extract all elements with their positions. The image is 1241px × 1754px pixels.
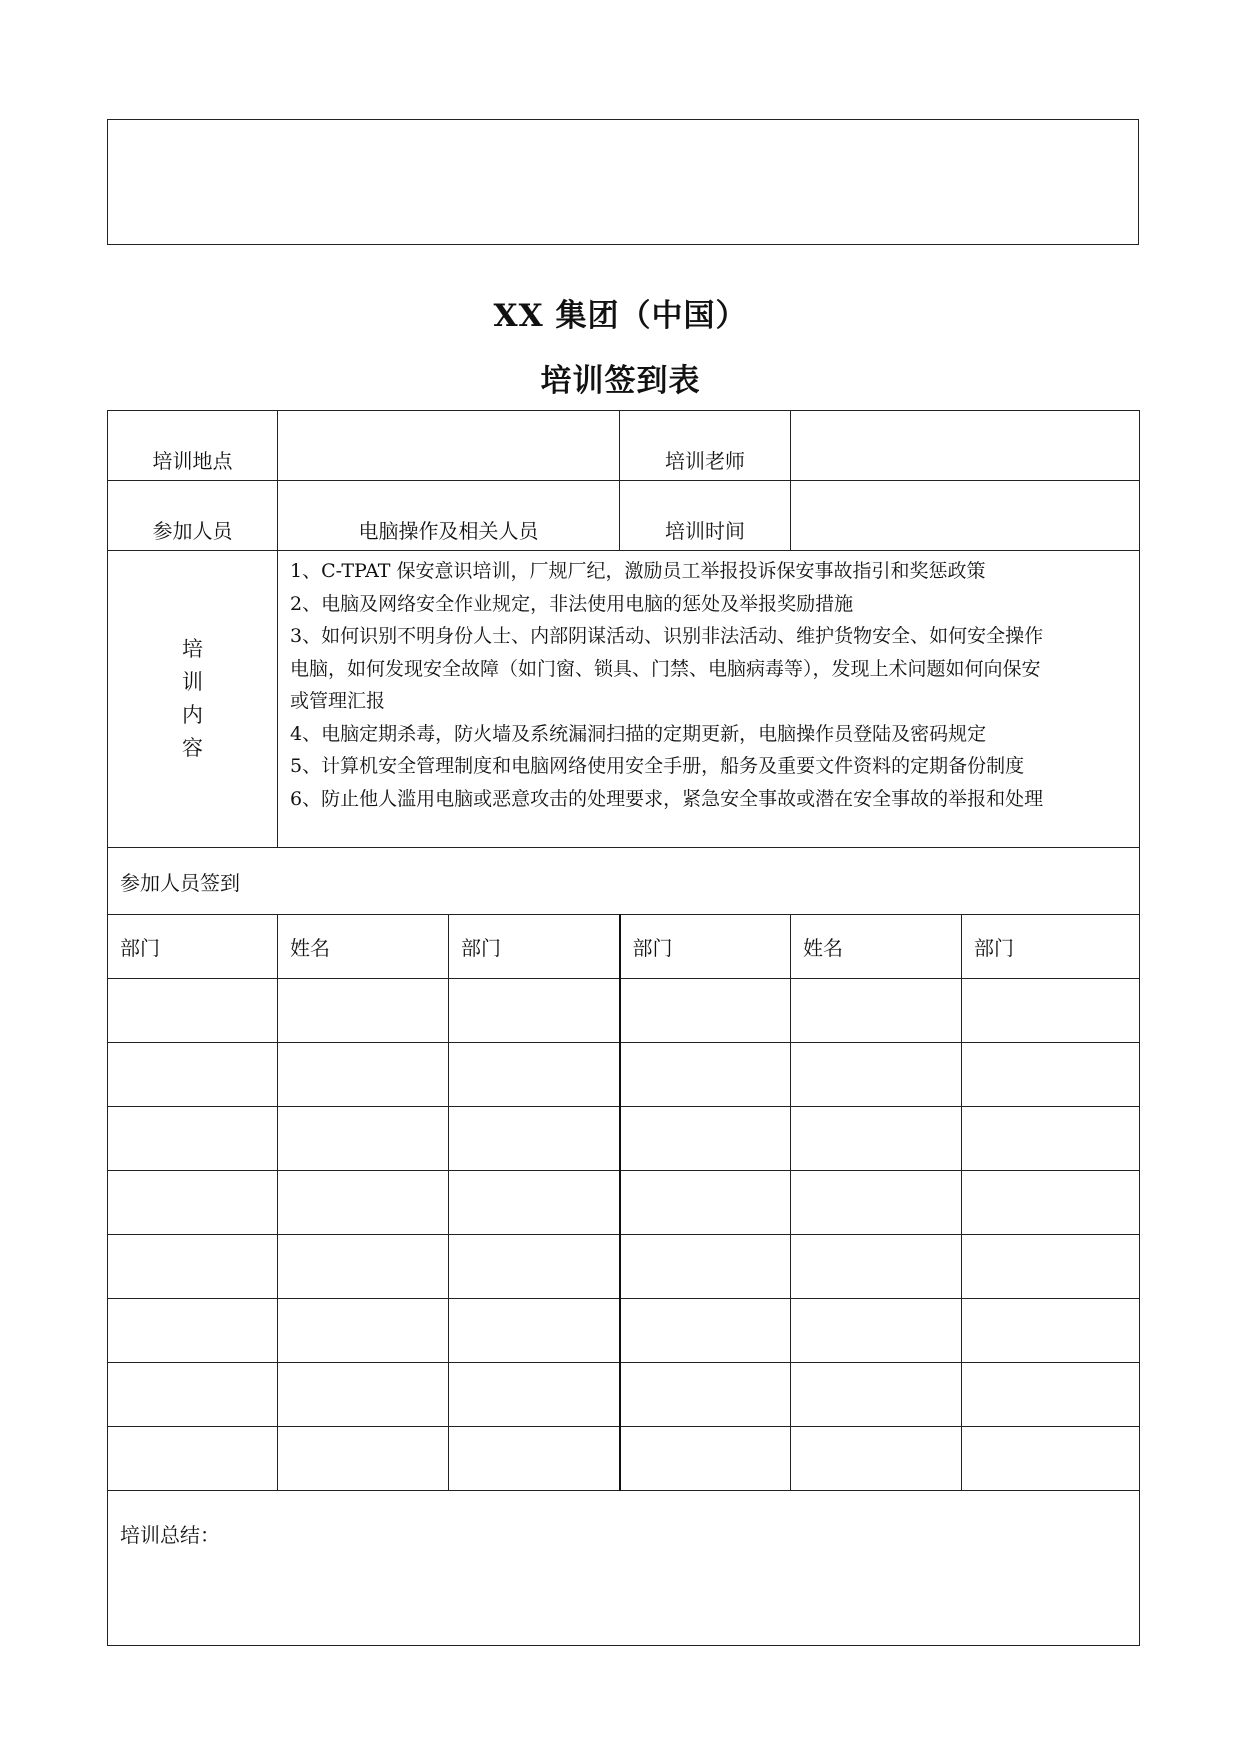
signin-cell[interactable] xyxy=(449,1171,620,1235)
signin-cell[interactable] xyxy=(962,1363,1140,1427)
content-list xyxy=(278,551,1140,848)
teacher-field[interactable] xyxy=(791,411,1140,481)
content-item: 或管理汇报 xyxy=(290,690,386,712)
signin-row xyxy=(108,1427,1140,1491)
content-item: 1、C-TPAT 保安意识培训，厂规厂纪，激励员工举报投诉保安事故指引和奖惩政策 xyxy=(290,560,986,582)
signin-cell[interactable] xyxy=(278,1235,449,1299)
content-label-char: 训 xyxy=(182,670,203,694)
signin-cell[interactable] xyxy=(791,1107,962,1171)
column-header: 部门 xyxy=(962,915,1140,979)
location-field[interactable] xyxy=(278,411,620,481)
signin-cell[interactable] xyxy=(620,1299,791,1363)
signin-cell[interactable] xyxy=(449,1043,620,1107)
signin-row xyxy=(108,1107,1140,1171)
signin-cell[interactable] xyxy=(278,979,449,1043)
signin-cell[interactable] xyxy=(962,1299,1140,1363)
signin-cell[interactable] xyxy=(278,1171,449,1235)
content-item: 4、电脑定期杀毒，防火墙及系统漏洞扫描的定期更新，电脑操作员登陆及密码规定 xyxy=(290,722,987,745)
signin-cell[interactable] xyxy=(620,1427,791,1491)
signin-cell[interactable] xyxy=(108,1235,278,1299)
signin-cell[interactable] xyxy=(791,979,962,1043)
signin-cell[interactable] xyxy=(791,1235,962,1299)
signin-cell[interactable] xyxy=(449,1363,620,1427)
column-header: 姓名 xyxy=(791,915,962,979)
time-label: 培训时间 xyxy=(620,481,791,551)
signin-row xyxy=(108,1299,1140,1363)
signin-row xyxy=(108,979,1140,1043)
signin-cell[interactable] xyxy=(108,1363,278,1427)
signin-cell[interactable] xyxy=(108,1299,278,1363)
column-header: 姓名 xyxy=(278,915,449,979)
signin-cell[interactable] xyxy=(962,979,1140,1043)
signin-cell[interactable] xyxy=(278,1043,449,1107)
signin-cell[interactable] xyxy=(620,979,791,1043)
signin-cell[interactable] xyxy=(108,979,278,1043)
teacher-label: 培训老师 xyxy=(620,411,791,481)
signin-cell[interactable] xyxy=(108,1043,278,1107)
signin-cell[interactable] xyxy=(791,1427,962,1491)
form-title: 培训签到表 xyxy=(540,363,701,399)
signin-cell[interactable] xyxy=(278,1363,449,1427)
signin-cell[interactable] xyxy=(449,1427,620,1491)
signin-cell[interactable] xyxy=(278,1299,449,1363)
signin-cell[interactable] xyxy=(620,1043,791,1107)
signin-cell[interactable] xyxy=(791,1363,962,1427)
company-name: XX 集团（中国） xyxy=(493,298,748,334)
signin-cell[interactable] xyxy=(449,1299,620,1363)
summary-label: 培训总结： xyxy=(120,1523,220,1547)
signin-cell[interactable] xyxy=(449,979,620,1043)
signin-cell[interactable] xyxy=(791,1043,962,1107)
signin-row xyxy=(108,1235,1140,1299)
training-summary-field[interactable] xyxy=(108,1491,1140,1646)
participants-field[interactable]: 电脑操作及相关人员 xyxy=(278,481,620,551)
signin-cell[interactable] xyxy=(620,1171,791,1235)
content-item: 5、计算机安全管理制度和电脑网络使用安全手册，船务及重要文件资料的定期备份制度 xyxy=(290,755,1025,777)
signin-cell[interactable] xyxy=(791,1171,962,1235)
time-field[interactable] xyxy=(791,481,1140,551)
signin-row xyxy=(108,1363,1140,1427)
column-header: 部门 xyxy=(108,915,278,979)
signin-cell[interactable] xyxy=(962,1043,1140,1107)
content-label-char: 培 xyxy=(182,637,203,661)
signin-cell[interactable] xyxy=(108,1107,278,1171)
signin-cell[interactable] xyxy=(278,1427,449,1491)
signin-column-headers xyxy=(108,915,1140,979)
content-item: 3、如何识别不明身份人士、内部阴谋活动、识别非法活动、维护货物安全、如何安全操作 xyxy=(290,625,1044,647)
content-label-char: 容 xyxy=(182,736,203,760)
signin-cell[interactable] xyxy=(962,1107,1140,1171)
participants-label: 参加人员 xyxy=(108,481,278,551)
signin-cell[interactable] xyxy=(108,1171,278,1235)
signin-cell[interactable] xyxy=(791,1299,962,1363)
signin-cell[interactable] xyxy=(620,1235,791,1299)
signin-cell[interactable] xyxy=(620,1363,791,1427)
signin-cell[interactable] xyxy=(962,1171,1140,1235)
content-label xyxy=(108,551,278,848)
signin-cell[interactable] xyxy=(278,1107,449,1171)
signin-cell[interactable] xyxy=(108,1427,278,1491)
signin-row xyxy=(108,1171,1140,1235)
column-header: 部门 xyxy=(620,915,791,979)
content-item: 6、防止他人滥用电脑或恶意攻击的处理要求，紧急安全事故或潜在安全事故的举报和处理 xyxy=(290,787,1044,810)
location-label: 培训地点 xyxy=(108,411,278,481)
signin-cell[interactable] xyxy=(449,1107,620,1171)
content-label-char: 内 xyxy=(182,703,203,727)
signin-cell[interactable] xyxy=(962,1235,1140,1299)
column-header: 部门 xyxy=(449,915,620,979)
content-item: 2、电脑及网络安全作业规定，非法使用电脑的惩处及举报奖励措施 xyxy=(290,592,854,615)
header-blank-box xyxy=(107,119,1139,245)
signin-cell[interactable] xyxy=(449,1235,620,1299)
content-item: 电脑，如何发现安全故障（如门窗、锁具、门禁、电脑病毒等），发现上术问题如何向保安 xyxy=(290,657,1041,680)
signin-row xyxy=(108,1043,1140,1107)
signin-cell[interactable] xyxy=(620,1107,791,1171)
signin-section-title: 参加人员签到 xyxy=(108,848,1140,915)
training-signin-table xyxy=(107,410,1140,1646)
signin-cell[interactable] xyxy=(962,1427,1140,1491)
